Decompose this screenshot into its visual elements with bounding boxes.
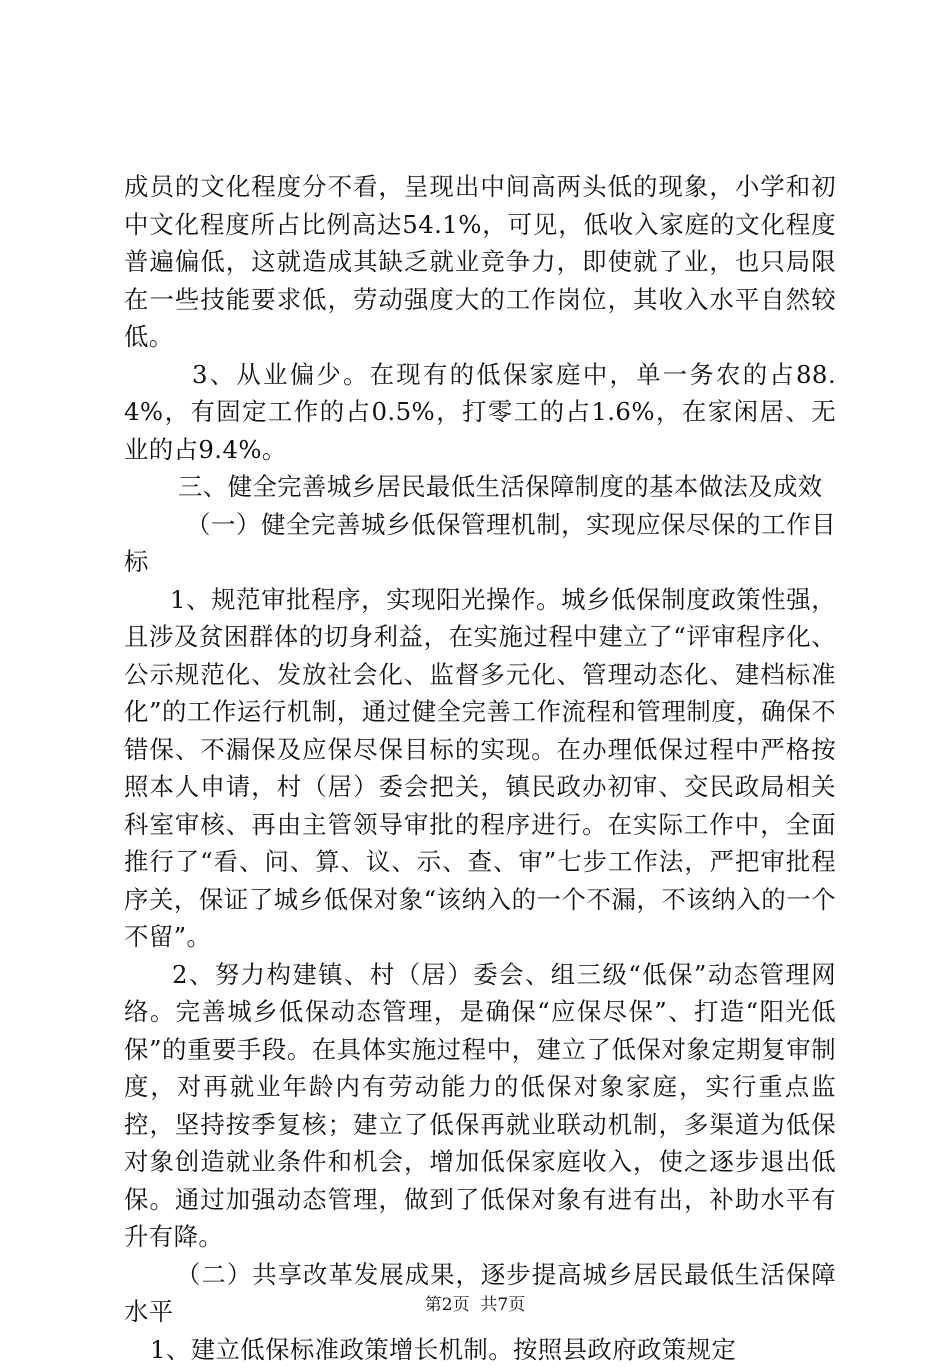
paragraph-growth-mechanism: 1、建立低保标准政策增长机制。按照县政府政策规定 xyxy=(124,1331,836,1368)
document-body xyxy=(124,168,836,1368)
page-footer xyxy=(0,1295,950,1315)
paragraph-approval-procedure: 1、规范审批程序，实现阳光操作。城乡低保制度政策性强，且涉及贫困群体的切身利益，在实施过程中建立了“评审程序化、公示规范化、发放社会化、监督多元化、管理动态化、建档标准化”的工作运行机制，通过健全完善工作流程和管理制度，确保不错保、不漏保及应保尽保目标的实现。在办理低保过程中严格按照本人申请，村（居）委会把关，镇民政办初审、交民政局相关科室审核、再由主管领导审批的程序进行。在实际工作中，全面推行了“看、问、算、议、示、查、审”七步工作法，严把审批程序关，保证了城乡低保对象“该纳入的一个不漏，不该纳入的一个不留”。 xyxy=(124,581,836,956)
page-number-label: 第2页 共7页 xyxy=(425,1295,525,1315)
paragraph-dynamic-management: 2、努力构建镇、村（居）委会、组三级“低保”动态管理网络。完善城乡低保动态管理，是确保“应保尽保”、打造“阳光低保”的重要手段。在具体实施过程中，建立了低保对象定期复审制度，对再就业年龄内有劳动能力的低保对象家庭，实行重点监控，坚持按季复核；建立了低保再就业联动机制，多渠道为低保对象创造就业条件和机会，增加低保家庭收入，使之逐步退出低保。通过加强动态管理，做到了低保对象有进有出，补助水平有升有降。 xyxy=(124,956,836,1256)
paragraph-education-level: 成员的文化程度分不看，呈现出中间高两头低的现象，小学和初中文化程度所占比例高达54.1%，可见，低收入家庭的文化程度普遍偏低，这就造成其缺乏就业竞争力，即使就了业，也只局限在一些技能要求低，劳动强度大的工作岗位，其收入水平自然较低。 xyxy=(124,168,836,356)
section-heading-3: 三、健全完善城乡居民最低生活保障制度的基本做法及成效 xyxy=(124,468,836,506)
subsection-heading-2: （二）共享改革发展成果，逐步提高城乡居民最低生活保障水平 xyxy=(124,1256,836,1331)
subsection-heading-1: （一）健全完善城乡低保管理机制，实现应保尽保的工作目标 xyxy=(124,506,836,581)
paragraph-employment: 3、从业偏少。在现有的低保家庭中，单一务农的占88.4%，有固定工作的占0.5%，打零工的占1.6%，在家闲居、无业的占9.4%。 xyxy=(124,356,836,469)
